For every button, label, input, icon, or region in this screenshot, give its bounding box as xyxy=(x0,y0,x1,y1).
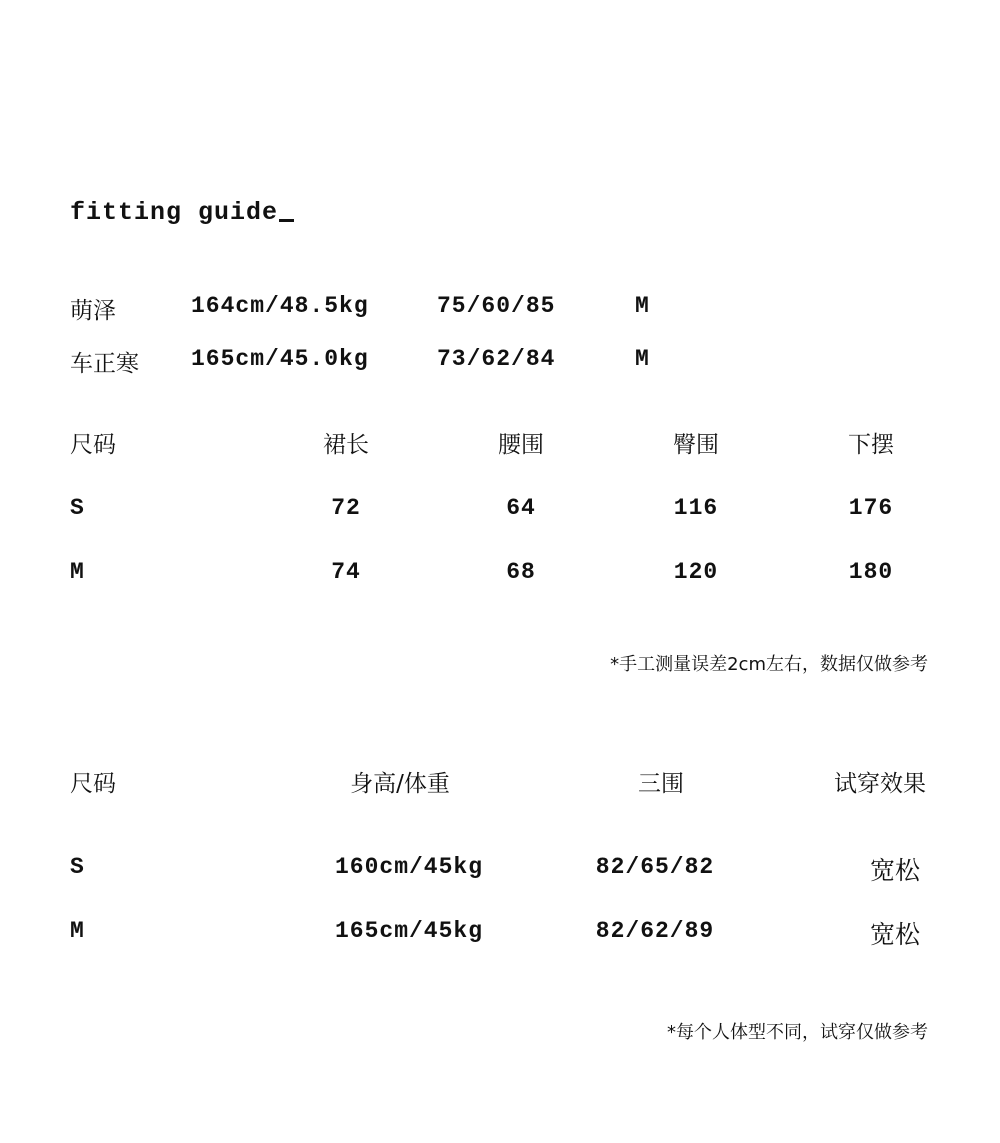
size-table-header: 下摆 xyxy=(848,432,894,458)
model-height-weight: 165cm/45.0kg xyxy=(191,346,369,372)
fit-table-header: 三围 xyxy=(638,771,684,797)
size-table-cell: 176 xyxy=(848,495,894,521)
cursor-underscore xyxy=(279,219,294,222)
model-measurements: 75/60/85 xyxy=(437,293,556,319)
size-table-note: *手工测量误差2cm左右，数据仅做参考 xyxy=(610,654,928,675)
size-table-cell: 72 xyxy=(331,495,361,521)
size-table-cell: 74 xyxy=(331,559,361,585)
fit-table-cell: 160cm/45kg xyxy=(334,854,484,880)
fit-table-header: 尺码 xyxy=(70,771,116,797)
size-table-cell: 64 xyxy=(506,495,536,521)
size-table-cell: 120 xyxy=(673,559,719,585)
size-table-header: 臀围 xyxy=(673,432,719,458)
model-size: M xyxy=(635,293,650,319)
model-name: 车正寒 xyxy=(70,351,139,377)
model-size: M xyxy=(635,346,650,372)
size-table-cell: S xyxy=(70,495,85,521)
fit-table-cell: 82/62/89 xyxy=(595,918,715,944)
title-text: fitting guide xyxy=(70,198,279,227)
model-measurements: 73/62/84 xyxy=(437,346,556,372)
size-table-cell: 116 xyxy=(673,495,719,521)
fit-table-note: *每个人体型不同，试穿仅做参考 xyxy=(667,1022,928,1043)
fit-table-cell: M xyxy=(70,918,85,944)
page-title xyxy=(70,198,294,227)
fit-table-cell: S xyxy=(70,854,85,880)
model-height-weight: 164cm/48.5kg xyxy=(191,293,369,319)
size-table-header: 尺码 xyxy=(70,432,116,458)
fit-table-cell: 165cm/45kg xyxy=(334,918,484,944)
model-name: 萌泽 xyxy=(70,298,116,324)
size-table-cell: 180 xyxy=(848,559,894,585)
size-table-header: 裙长 xyxy=(323,432,369,458)
size-table-cell: 68 xyxy=(506,559,536,585)
fit-table-header: 试穿效果 xyxy=(834,771,926,797)
fit-table-cell: 宽松 xyxy=(869,856,921,885)
fit-table-header: 身高/体重 xyxy=(350,771,450,797)
size-table-cell: M xyxy=(70,559,85,585)
fit-table-cell: 宽松 xyxy=(869,920,921,949)
fit-table-cell: 82/65/82 xyxy=(595,854,715,880)
size-table-header: 腰围 xyxy=(498,432,544,458)
